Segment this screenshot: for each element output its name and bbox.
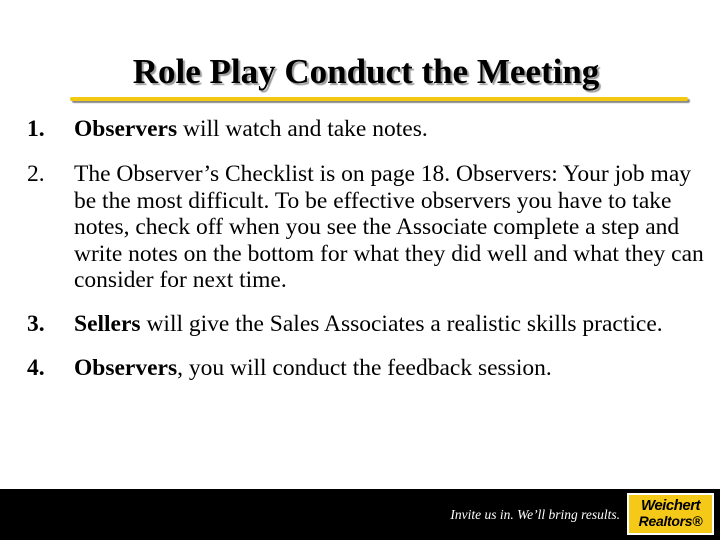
list-item <box>27 355 707 382</box>
item-lead: Observers <box>74 355 178 381</box>
footer-tagline: Invite us in. We’ll bring results. <box>450 507 620 522</box>
slide-title: Role Play Conduct the Meeting <box>132 52 600 91</box>
logo-subtitle: Realtors® <box>638 513 703 529</box>
item-lead: Sellers <box>74 310 141 337</box>
weichert-logo <box>627 493 714 535</box>
list-item <box>27 161 707 294</box>
logo-wordmark: Weichert <box>640 497 701 514</box>
list-item <box>27 311 707 338</box>
numbered-list <box>27 116 707 382</box>
list-item <box>27 116 707 142</box>
title-underline <box>70 97 688 101</box>
item-text: The Observer’s Checklist is on page 18. Observers: Your job may be the most difficult. To be effective observers you have to take notes, check off when you see the Associate complete a step and write notes on the bottom for what they did well and what they can consider for next time. <box>74 161 704 293</box>
footer-bar <box>0 489 720 540</box>
item-text: will give the Sales Associates a realistic skills practice. <box>140 310 663 337</box>
item-text: , you will conduct the feedback session. <box>177 355 552 381</box>
item-text: will watch and take notes. <box>177 116 428 142</box>
item-number: 2. <box>27 161 45 187</box>
item-number: 3. <box>27 310 45 337</box>
item-number: 1. <box>27 116 45 142</box>
item-number: 4. <box>27 355 45 381</box>
item-lead: Observers <box>74 116 178 142</box>
